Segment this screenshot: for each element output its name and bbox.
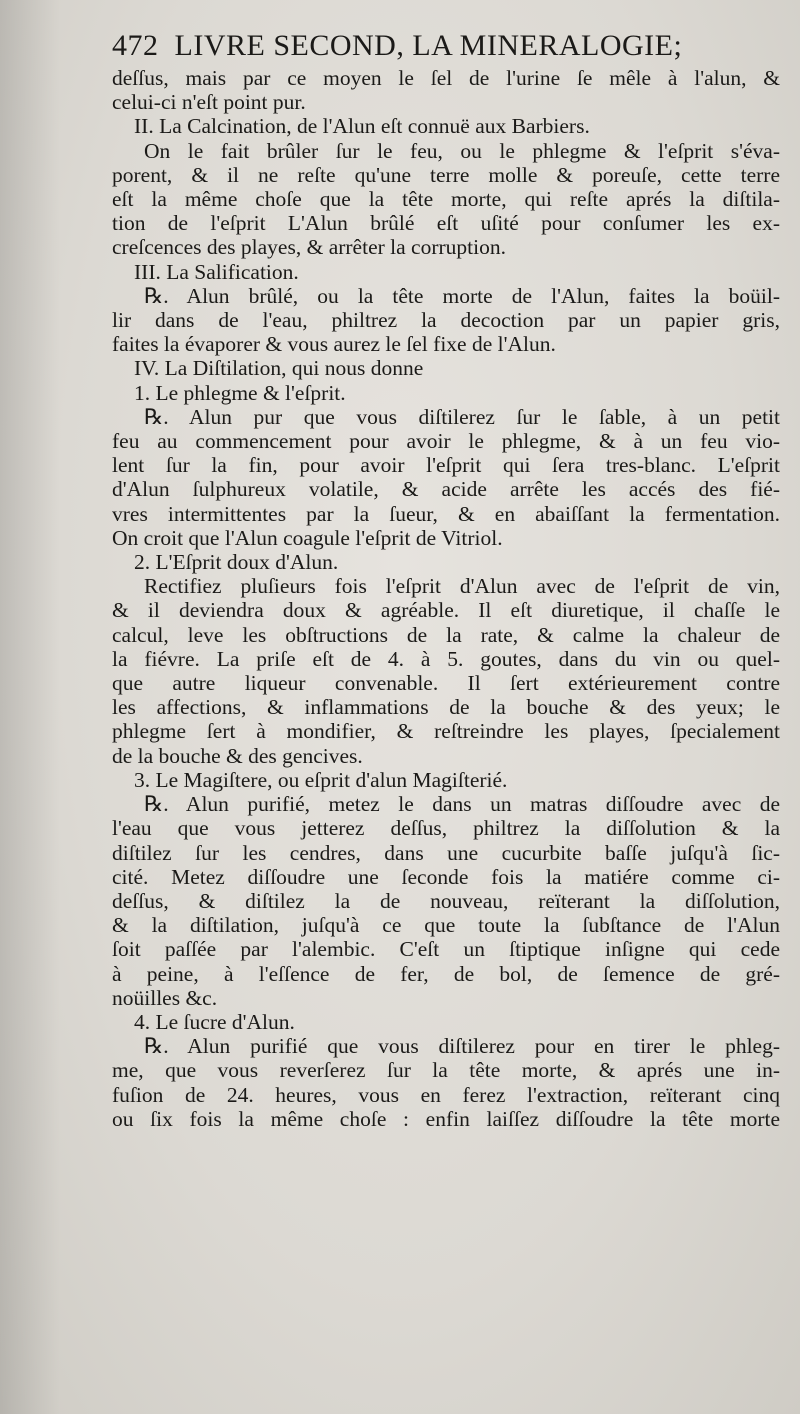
text-line: ou ſix fois la même choſe : enfin laiſſez diſſoudre la tête morte: [112, 1106, 780, 1131]
text-line: On le fait brûler ſur le feu, ou le phlegme & l'eſprit s'éva-: [144, 138, 780, 163]
body-text: [112, 66, 780, 1131]
text-line: me, que vous reverſerez ſur la tête morte, & aprés une in-: [112, 1058, 780, 1083]
section-heading-line: III. La Salification.: [134, 259, 299, 284]
text-line: ℞. Alun purifié que vous diſtilerez pour en tirer le phleg-: [144, 1034, 780, 1059]
section-heading-line: 4. Le ſucre d'Alun.: [134, 1009, 295, 1034]
text-line: l'eau que vous jetterez deſſus, philtrez la diſſolution & la: [112, 816, 780, 841]
text-line: à peine, à l'eſſence de fer, de bol, de ſemence de gré-: [112, 961, 780, 986]
text-line: cité. Metez diſſoudre une ſeconde fois la matiére comme ci-: [112, 864, 780, 889]
text-line: tion de l'eſprit L'Alun brûlé eſt uſité pour conſumer les ex-: [112, 211, 780, 236]
section-heading-line: 2. L'Eſprit doux d'Alun.: [134, 550, 339, 575]
text-line: les affections, & inflammations de la bouche & des yeux; le: [112, 695, 780, 720]
text-line: On croit que l'Alun coagule l'eſprit de Vitriol.: [112, 525, 503, 550]
text-line: d'Alun ſulphureux volatile, & acide arrête les accés des fié-: [112, 477, 780, 502]
section-heading-line: IV. La Diſtilation, qui nous donne: [134, 356, 424, 381]
page-number: 472: [112, 29, 159, 62]
text-line: lent ſur la fin, pour avoir l'eſprit qui ſera tres-blanc. L'eſprit: [112, 453, 780, 478]
text-line: calcul, leve les obſtructions de la rate, & calme la chaleur de: [112, 622, 780, 647]
text-line: porent, & il ne reſte qu'une terre molle & poreuſe, cette terre: [112, 162, 780, 187]
text-line: que autre liqueur convenable. Il ſert extérieurement contre: [112, 671, 780, 696]
text-line: ſoit paſſée par l'alembic. C'eſt un ſtiptique inſigne qui cede: [112, 937, 780, 962]
text-line: diſtilez ſur les cendres, dans une cucurbite baſſe juſqu'à ſic-: [112, 840, 780, 865]
text-line: Rectifiez pluſieurs fois l'eſprit d'Alun avec de l'eſprit de vin,: [144, 574, 780, 599]
text-line: deſſus, mais par ce moyen le ſel de l'urine ſe mêle à l'alun, &: [112, 66, 780, 90]
text-line: celui-ci n'eſt point pur.: [112, 90, 306, 115]
section-heading-line: 1. Le phlegme & l'eſprit.: [134, 380, 346, 405]
text-line: la fiévre. La priſe eſt de 4. à 5. goutes, dans du vin ou quel-: [112, 646, 780, 671]
section-heading-line: 3. Le Magiſtere, ou eſprit d'alun Magiſterié.: [134, 767, 508, 792]
page-text: [112, 28, 780, 1131]
running-title: LIVRE SECOND, LA MINERALOGIE;: [174, 29, 683, 62]
text-line: creſcences des playes, & arrêter la corruption.: [112, 235, 506, 260]
text-line: vres intermittentes par la ſueur, & en abaiſſant la fermentation.: [112, 501, 780, 526]
text-line: feu au commencement pour avoir le phlegme, & à un feu vio-: [112, 429, 780, 454]
text-line: ℞. Alun purifié, metez le dans un matras diſſoudre avec de: [144, 792, 780, 817]
text-line: ℞. Alun brûlé, ou la tête morte de l'Alun, faites la boüil-: [144, 283, 780, 308]
text-line: & la diſtilation, juſqu'à ce que toute la ſubſtance de l'Alun: [112, 913, 780, 938]
text-line: deſſus, & diſtilez la de nouveau, reïterant la diſſolution,: [112, 888, 780, 913]
section-heading-line: II. La Calcination, de l'Alun eſt connuë aux Barbiers.: [134, 114, 590, 139]
gutter-shadow: [0, 0, 60, 1414]
text-line: noüilles &c.: [112, 985, 218, 1010]
text-line: eſt la même choſe que la tête morte, qui reſte aprés la diſtila-: [112, 187, 780, 212]
text-line: de la bouche & des gencives.: [112, 743, 363, 768]
text-line: & il deviendra doux & agréable. Il eſt diuretique, il chaſſe le: [112, 598, 780, 623]
running-header: [112, 28, 780, 64]
text-line: lir dans de l'eau, philtrez la decoction par un papier gris,: [112, 308, 780, 333]
text-line: fuſion de 24. heures, vous en ferez l'extraction, reïterant cinq: [112, 1082, 780, 1107]
text-line: phlegme ſert à mondifier, & reſtreindre les playes, ſpecialement: [112, 719, 780, 744]
text-line: faites la évaporer & vous aurez le ſel fixe de l'Alun.: [112, 332, 556, 357]
text-line: ℞. Alun pur que vous diſtilerez ſur le ſable, à un petit: [144, 404, 780, 429]
